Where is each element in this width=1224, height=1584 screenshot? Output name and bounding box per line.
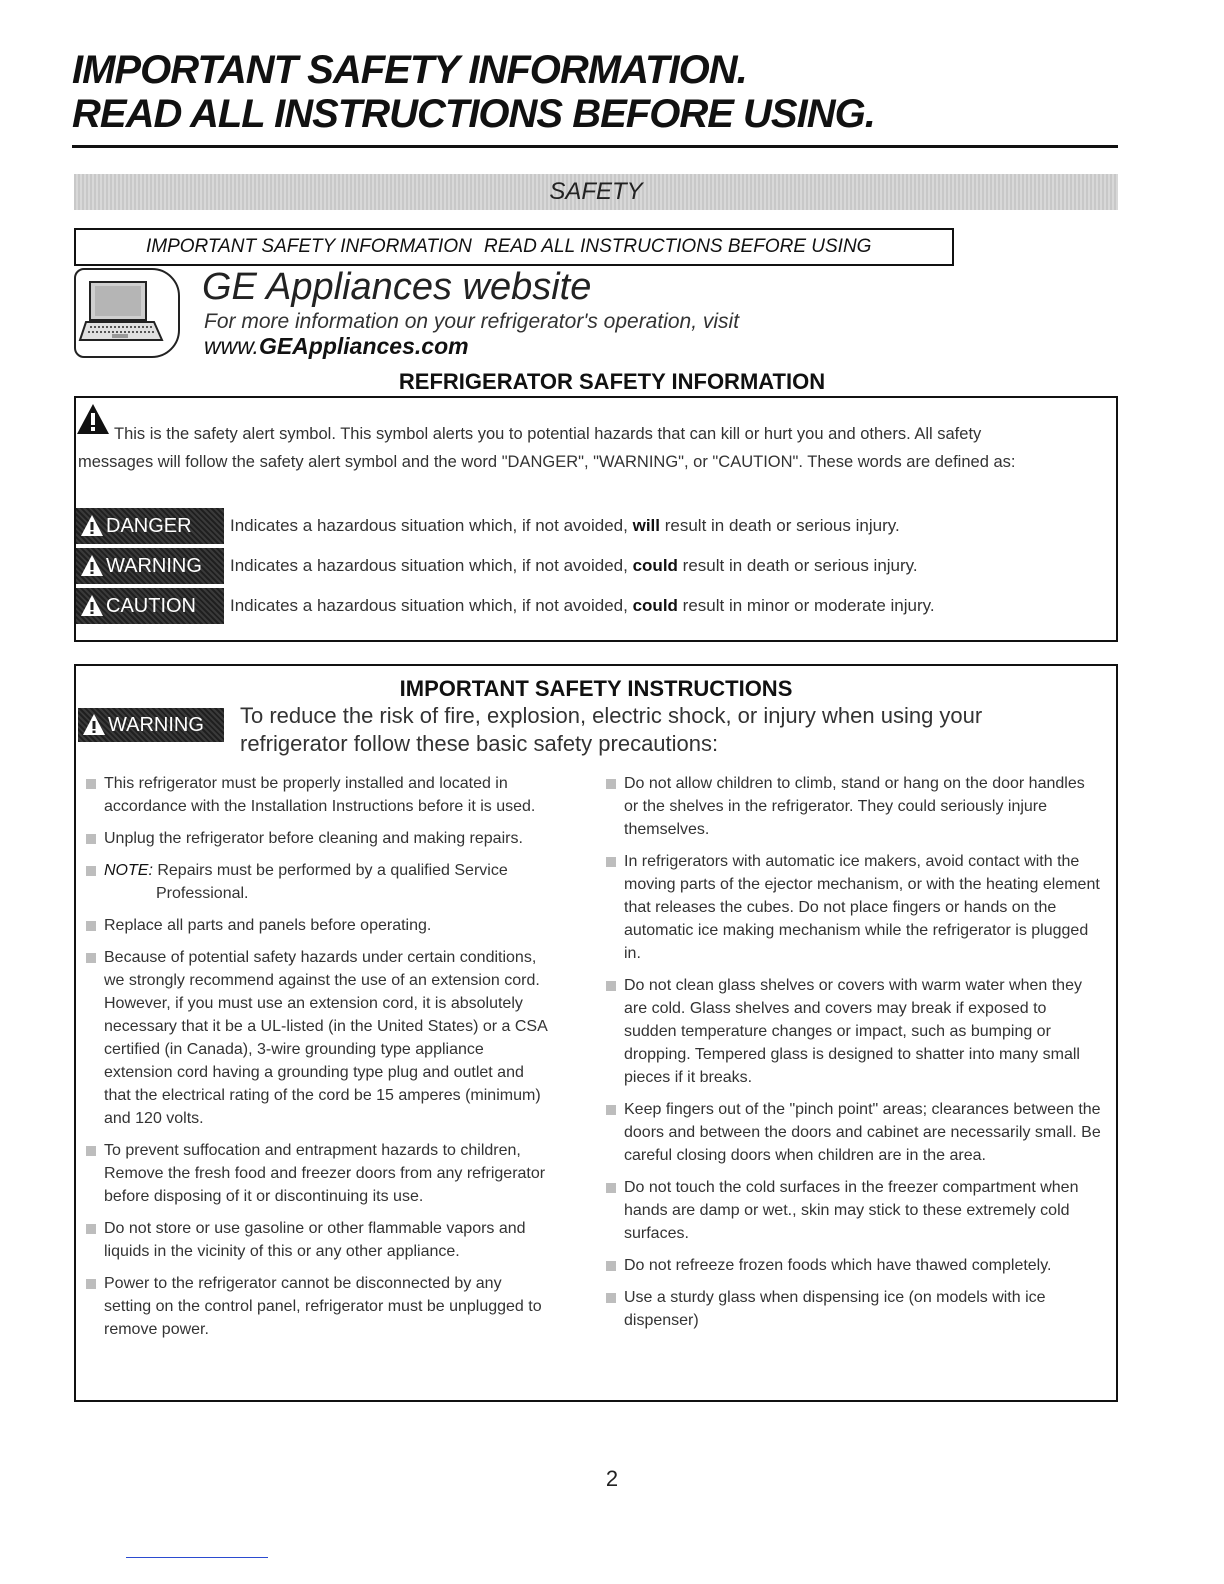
warning-badge: WARNING [78,708,224,742]
warning-label: WARNING [76,548,224,584]
title-line-2: READ ALL INSTRUCTIONS BEFORE USING. [72,92,875,136]
subtitle-box [74,228,954,266]
bullet-icon [86,1146,96,1156]
bullet-icon [606,981,616,991]
bullet-icon [606,779,616,789]
bullet-icon [86,953,96,963]
bullet-icon [606,857,616,867]
safety-banner: SAFETY [74,174,1118,210]
list-item: Replace all parts and panels before operating. [82,914,552,937]
website-url-main: GEAppliances.com [258,333,469,359]
website-description: For more information on your refrigerator's operation, visit [204,310,740,333]
laptop-icon [74,268,180,358]
subtitle-right: READ ALL INSTRUCTIONS BEFORE USING [484,236,872,257]
bullet-icon [86,866,96,876]
instructions-heading: IMPORTANT SAFETY INSTRUCTIONS [399,676,793,701]
list-item: To prevent suffocation and entrapment hazards to children, Remove the fresh food and freezer doors from any refrigerator before disposing of it or discontinuing its use. [82,1139,552,1208]
bullet-icon [606,1183,616,1193]
bullet-icon [86,921,96,931]
list-item: Keep fingers out of the "pinch point" areas; clearances between the doors and between the doors and cabinet are necessarily small. Be careful closing doors when children are in the area. [602,1098,1102,1167]
precaution-statement: To reduce the risk of fire, explosion, electric shock, or injury when using your refrigerator follow these basic safety precautions: [240,703,983,756]
danger-description: Indicates a hazardous situation which, if not avoided, will result in death or serious injury. [230,516,900,535]
subtitle-left: IMPORTANT SAFETY INFORMATION [146,236,472,257]
caution-label: CAUTION [76,588,224,624]
intro-line-2: messages will follow the safety alert symbol and the word "DANGER", "WARNING", or "CAUTION". These words are defined as: [78,453,1016,471]
alert-triangle-icon [80,554,104,578]
title-underline [72,145,1118,148]
list-item: Do not refreeze frozen foods which have thawed completely. [602,1254,1102,1277]
title-line-1: IMPORTANT SAFETY INFORMATION. [72,48,747,92]
bullet-icon [86,1224,96,1234]
list-item: Do not store or use gasoline or other flammable vapors and liquids in the vicinity of this or any other appliance. [82,1217,552,1263]
page-number: 2 [605,1466,619,1491]
instructions-right-column [602,772,1102,1341]
list-item: Do not clean glass shelves or covers with warm water when they are cold. Glass shelves and covers may break if exposed to sudden temperature changes or impact, such as bumping or dropping. Tempered glass is designed to shatter into many small pieces if it breaks. [602,974,1102,1089]
website-url-prefix: www. [204,333,259,359]
warning-description: Indicates a hazardous situation which, if not avoided, could result in death or serious injury. [230,556,918,575]
bullet-icon [606,1105,616,1115]
bullet-icon [606,1293,616,1303]
safety-intro [76,420,1112,476]
list-item: In refrigerators with automatic ice makers, avoid contact with the moving parts of the ejector mechanism, or with the heating element that releases the cubes. Do not place fingers or hands on the automatic ice making mechanism while the refrigerator is plugged in. [602,850,1102,965]
bullet-icon [606,1261,616,1271]
footer-rule [126,1557,268,1558]
caution-description: Indicates a hazardous situation which, if not avoided, could result in minor or moderate injury. [230,596,935,615]
page-title [72,48,875,136]
bullet-icon [86,1279,96,1289]
list-item: Because of potential safety hazards under certain conditions, we strongly recommend against the use of an extension cord. However, if you must use an extension cord, it is absolutely necessary that it be a UL-listed (in the United States) or a CSA certified (in Canada), 3-wire grounding type appliance extension cord having a grounding type plug and outlet and that the electrical rating of the cord be 15 amperes (minimum) and 120 volts. [82,946,552,1130]
alert-triangle-icon [80,514,104,538]
danger-label: DANGER [76,508,224,544]
list-item: Power to the refrigerator cannot be disconnected by any setting on the control panel, refrigerator must be unplugged to remove power. [82,1272,552,1341]
list-item: Do not touch the cold surfaces in the freezer compartment when hands are damp or wet., skin may stick to these extremely cold surfaces. [602,1176,1102,1245]
alert-triangle-icon [82,713,106,737]
intro-line-1: This is the safety alert symbol. This symbol alerts you to potential hazards that can kill or hurt you and others. All safety [114,425,982,443]
list-item: Unplug the refrigerator before cleaning and making repairs. [82,827,552,850]
safety-definitions-box [74,396,1118,642]
list-item: This refrigerator must be properly installed and located in accordance with the Installation Instructions before it is used. [82,772,552,818]
refrigerator-safety-heading: REFRIGERATOR SAFETY INFORMATION [398,369,826,394]
safety-instructions-box [74,664,1118,1402]
website-url[interactable] [204,332,469,360]
bullet-icon [86,779,96,789]
alert-triangle-icon [80,594,104,618]
list-item: Do not allow children to climb, stand or hang on the door handles or the shelves in the refrigerator. They could seriously injure themselves. [602,772,1102,841]
list-item: Use a sturdy glass when dispensing ice (on models with ice dispenser) [602,1286,1102,1332]
list-item-note: NOTE: Repairs must be performed by a qualified Service Professional. [82,859,552,905]
instructions-left-column [82,772,552,1350]
bullet-icon [86,834,96,844]
website-title: GE Appliances website [202,266,592,308]
